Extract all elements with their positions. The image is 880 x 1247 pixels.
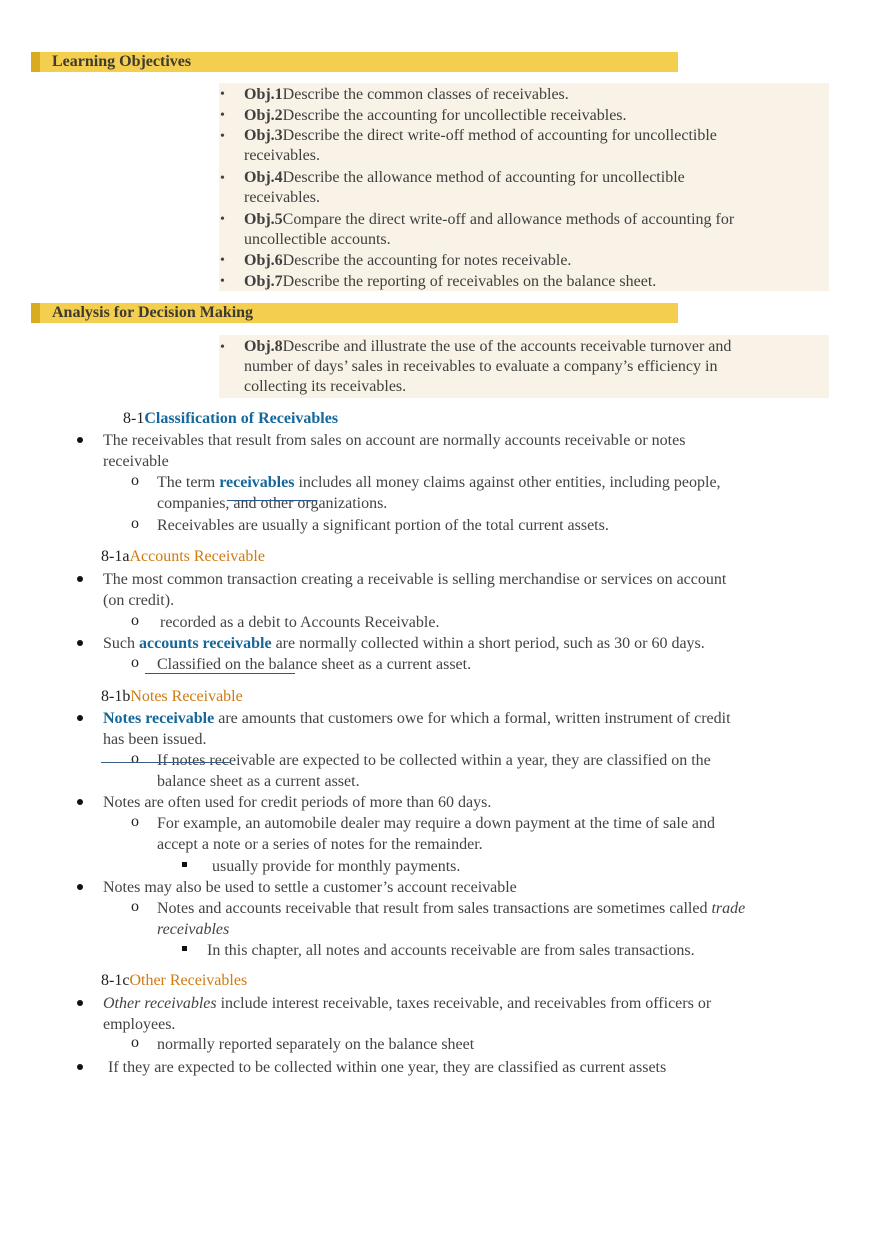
section-8-1b-heading: 8-1bNotes Receivable [101, 688, 243, 705]
section-8-1-heading: 8-1Classification of Receivables [123, 410, 339, 427]
learning-objectives-heading: Learning Objectives [52, 53, 192, 70]
square-bullet-icon [182, 946, 187, 951]
learning-objectives-banner [31, 52, 678, 72]
bullet-icon: • [220, 87, 225, 102]
s81b-subsub-1: usually provide for monthly payments. [212, 858, 461, 875]
circle-bullet-icon: o [131, 515, 139, 532]
circle-bullet-icon: o [131, 750, 139, 767]
bullet-icon: • [220, 108, 225, 123]
bullet-icon [77, 437, 83, 443]
s81b-bullet-1: Notes receivable are amounts that customers owe for which a formal, written instrument of credit has been issued. [103, 710, 731, 748]
bullet-icon: • [220, 253, 225, 268]
circle-bullet-icon: o [131, 472, 139, 489]
s81b-bullet-2: Notes are often used for credit periods of more than 60 days. [103, 794, 492, 811]
s81b-sub-3: Notes and accounts receivable that result from sales transactions are sometimes called trade receivables [157, 900, 746, 938]
s81b-subsub-2: In this chapter, all notes and accounts receivable are from sales transactions. [207, 942, 695, 959]
s81b-bullet-3: Notes may also be used to settle a customer’s account receivable [103, 879, 517, 896]
s81-sub-2: Receivables are usually a significant portion of the total current assets. [157, 517, 609, 534]
handwritten-underline [227, 500, 317, 501]
bullet-icon: • [220, 274, 225, 289]
circle-bullet-icon: o [131, 898, 139, 915]
circle-bullet-icon: o [131, 813, 139, 830]
banner-accent [31, 52, 40, 72]
s81c-bullet-1: Other receivables include interest receivable, taxes receivable, and receivables from officers or employees. [103, 995, 712, 1033]
objective-5: Obj.5Compare the direct write-off and allowance methods of accounting for uncollectible accounts. [244, 211, 735, 248]
bullet-icon: • [220, 212, 225, 227]
section-8-1c-heading: 8-1cOther Receivables [101, 972, 248, 989]
bullet-icon [77, 884, 83, 890]
bullet-icon [77, 640, 83, 646]
bullet-icon: • [220, 340, 225, 355]
objective-4: Obj.4Describe the allowance method of accounting for uncollectible receivables. [244, 169, 685, 206]
analysis-banner [31, 303, 678, 323]
objective-8: Obj.8Describe and illustrate the use of the accounts receivable turnover and number of days’ sales in receivables to evaluate a company’s efficiency in collecting its receivables. [244, 338, 732, 395]
s81a-bullet-2: Such accounts receivable are normally collected within a short period, such as 30 or 60 days. [103, 635, 705, 652]
objective-7: Obj.7Describe the reporting of receivables on the balance sheet. [244, 273, 657, 290]
circle-bullet-icon: o [131, 654, 139, 671]
bullet-icon [77, 799, 83, 805]
s81-bullet-1: The receivables that result from sales on account are normally accounts receivable or notes receivable [103, 432, 686, 470]
circle-bullet-icon: o [131, 612, 139, 629]
s81b-sub-2: For example, an automobile dealer may require a down payment at the time of sale and accept a note or a series of notes for the remainder. [157, 815, 716, 853]
section-8-1a-heading: 8-1aAccounts Receivable [101, 548, 265, 565]
square-bullet-icon [182, 862, 187, 867]
handwritten-underline [145, 673, 295, 674]
s81a-sub-1: recorded as a debit to Accounts Receivable. [160, 614, 440, 631]
bullet-icon: • [220, 171, 225, 186]
bullet-icon: • [220, 129, 225, 144]
s81a-bullet-1: The most common transaction creating a receivable is selling merchandise or services on account (on credit). [103, 571, 727, 609]
bullet-icon [77, 1064, 83, 1070]
s81a-sub-2: Classified on the balance sheet as a current asset. [157, 656, 472, 673]
handwritten-strikethrough [101, 762, 231, 763]
bullet-icon [77, 576, 83, 582]
objective-3: Obj.3Describe the direct write-off method of accounting for uncollectible receivables. [244, 127, 717, 164]
analysis-heading: Analysis for Decision Making [52, 304, 254, 321]
circle-bullet-icon: o [131, 1034, 139, 1051]
bullet-icon [77, 715, 83, 721]
s81-sub-1: The term receivables includes all money claims against other entities, including people, companies, and other organizations. [157, 474, 721, 512]
objective-6: Obj.6Describe the accounting for notes receivable. [244, 252, 572, 269]
objective-2: Obj.2Describe the accounting for uncollectible receivables. [244, 107, 627, 124]
s81c-bullet-2: If they are expected to be collected within one year, they are classified as current assets [108, 1059, 667, 1076]
s81b-sub-1: If notes receivable are expected to be collected within a year, they are classified on the balance sheet as a current asset. [157, 752, 711, 790]
objective-1: Obj.1Describe the common classes of receivables. [244, 86, 569, 103]
bullet-icon [77, 1000, 83, 1006]
s81c-sub-1: normally reported separately on the balance sheet [157, 1036, 475, 1053]
banner-accent [31, 303, 40, 323]
